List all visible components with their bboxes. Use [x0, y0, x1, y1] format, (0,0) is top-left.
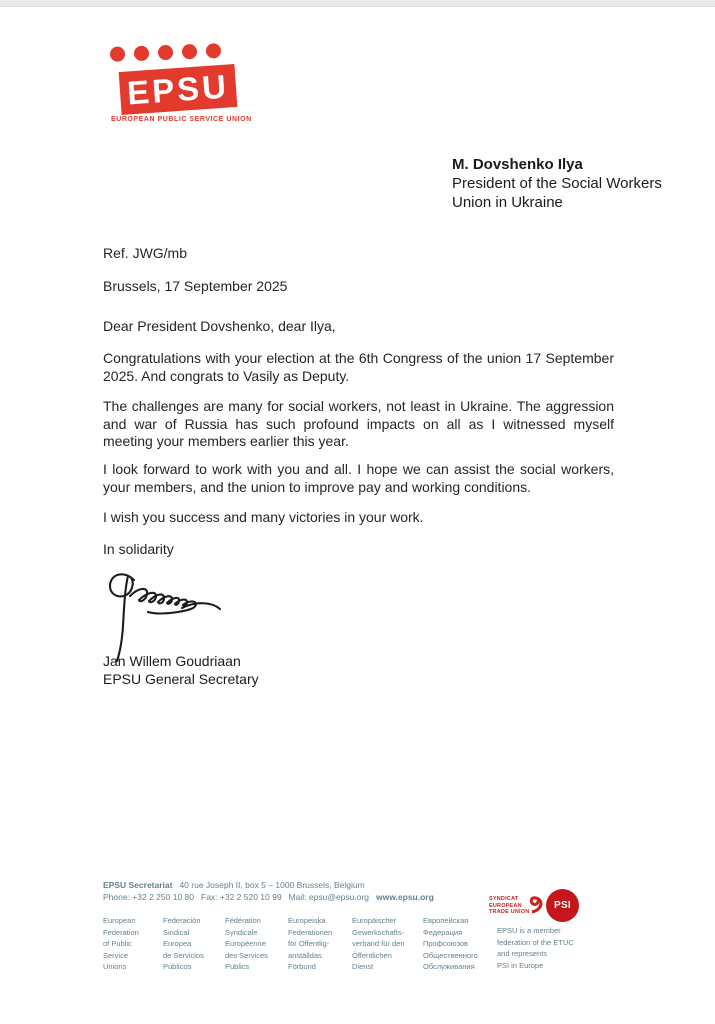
footer-fax: Fax: +32 2 520 10 99: [201, 892, 282, 902]
footer-column-fr: Fédération Syndicale Européenne des Services Publics: [225, 916, 268, 971]
signer-name: Jan Willem Goudriaan: [103, 653, 241, 669]
logo-tagline: EUROPEAN PUBLIC SERVICE UNION: [111, 116, 252, 123]
recipient-org: Union in Ukraine: [452, 194, 563, 211]
logo-box: [119, 64, 238, 115]
footer-website-link[interactable]: www.epsu.org: [376, 892, 434, 902]
logo-dot-icon: [182, 44, 198, 60]
paragraph: Congratulations with your election at the 6th Congress of the union 17 September 2025. And congrats to Vasily as Deputy.: [103, 350, 614, 384]
logo-dot-icon: [158, 45, 174, 61]
recipient-block: [452, 155, 662, 212]
salutation: Dear President Dovshenko, dear Ilya,: [103, 318, 336, 334]
epsu-logo: [108, 42, 252, 132]
paragraph: The challenges are many for social workers, not least in Ukraine. The aggression and war of Russia has such profound impacts on all as I witnessed myself meeting your members earlier this year.: [103, 398, 614, 449]
logo-dot-icon: [206, 43, 222, 59]
signer-block: [103, 653, 259, 688]
psi-logo: [546, 889, 579, 922]
closing-line: In solidarity: [103, 541, 174, 557]
logo-dot-icon: [110, 46, 126, 62]
footer-phone: Phone: +32 2 250 10 80: [103, 892, 194, 902]
footer-column-es: Federación Sindical Europea de Servicios Públicos: [163, 916, 204, 971]
reference-line: Ref. JWG/mb: [103, 245, 188, 261]
footer-column-de: Europäischer Gewerkschafts- verband für den Öffentlichen Dienst: [352, 916, 405, 971]
secretariat-address: 40 rue Joseph II, box 5 – 1000 Brussels, Belgium: [179, 880, 365, 890]
etuc-swoosh-icon: [530, 896, 544, 916]
paragraph: I wish you success and many victories in your work.: [103, 509, 424, 525]
secretariat-label: EPSU Secretariat: [103, 880, 173, 890]
psi-logo-label: PSI: [553, 900, 572, 911]
etuc-logo: [489, 893, 545, 919]
logo-dot-icon: [134, 46, 150, 62]
footer-column-sv: Europeiska Federationen för Offentlig- anställdas Förbund: [288, 916, 333, 971]
handwritten-signature: [98, 568, 233, 664]
secretariat-contact: [103, 879, 434, 903]
footer-column-en: European Federation of Public Service Unions: [103, 916, 139, 971]
page-top-edge: [0, 0, 715, 7]
footer-column-ru: Европейская Федерация Профсоюзов Общественного Обслуживания: [423, 916, 478, 971]
footer-mail[interactable]: Mail: epsu@epsu.org: [288, 892, 370, 902]
etuc-logo-text: SYNDICAT EUROPEAN TRADE UNION: [489, 896, 530, 916]
dateline: Brussels, 17 September 2025: [103, 278, 288, 294]
logo-dots: [110, 43, 221, 62]
footer-column-membership: EPSU is a member federation of the ETUC and represents PSI in Europe: [497, 926, 574, 970]
recipient-title: President of the Social Workers: [452, 175, 662, 192]
logo-acronym: EPSU: [125, 66, 231, 112]
signer-title: EPSU General Secretary: [103, 670, 259, 687]
recipient-name: M. Dovshenko Ilya: [452, 156, 583, 173]
paragraph: I look forward to work with you and all. I hope we can assist the social workers, your members, and the union to improve pay and working conditions.: [103, 461, 614, 495]
